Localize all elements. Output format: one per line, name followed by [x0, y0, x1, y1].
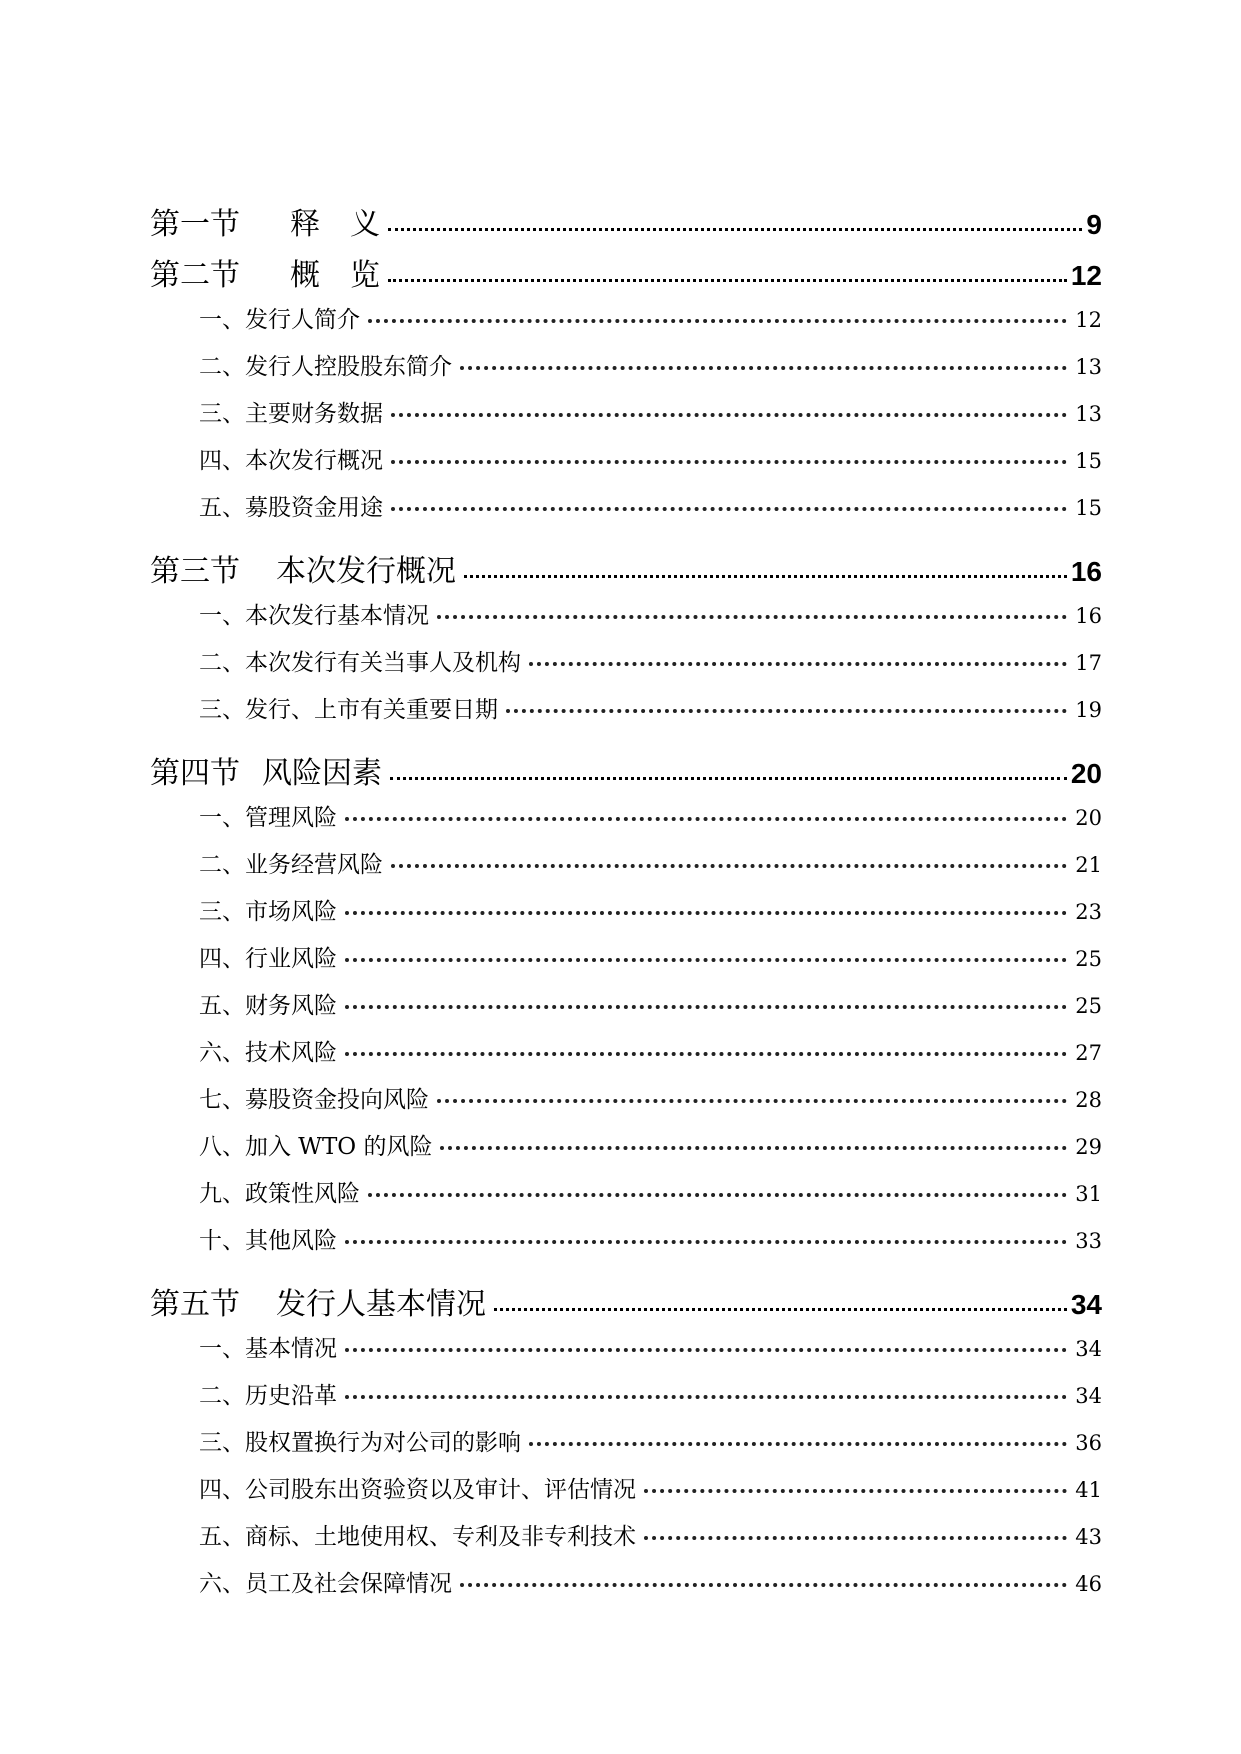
toc-entry-title: 五、商标、土地使用权、专利及非专利技术	[199, 1524, 636, 1550]
toc-page-number: 16	[1075, 604, 1102, 628]
toc-entry-title: 六、员工及社会保障情况	[199, 1571, 452, 1597]
toc-section-number: 第四节	[150, 756, 240, 791]
toc-dot-leader	[644, 1489, 1067, 1493]
toc-dot-leader	[464, 575, 1067, 578]
toc-subsection-entry[interactable]	[150, 799, 1102, 846]
table-of-contents	[150, 199, 1102, 1612]
toc-dot-leader	[460, 366, 1067, 370]
toc-dot-leader	[345, 817, 1067, 821]
toc-page-number: 21	[1075, 853, 1102, 877]
toc-page-number: 16	[1070, 556, 1102, 587]
toc-dot-leader	[368, 319, 1067, 323]
toc-subsection-entry[interactable]	[150, 489, 1102, 536]
toc-dot-leader	[506, 709, 1067, 713]
toc-subsection-entry[interactable]	[150, 940, 1102, 987]
toc-subsection-entry[interactable]	[150, 1128, 1102, 1175]
toc-page-number: 41	[1075, 1478, 1102, 1502]
toc-page-number: 34	[1075, 1337, 1102, 1361]
toc-dot-leader	[345, 958, 1067, 962]
toc-page-number: 36	[1075, 1431, 1102, 1455]
toc-dot-leader	[345, 1240, 1067, 1244]
toc-subsection-entry[interactable]	[150, 1424, 1102, 1471]
toc-entry-title: 八、加入 WTO 的风险	[199, 1134, 433, 1160]
toc-page-number: 31	[1075, 1182, 1102, 1206]
toc-entry-title: 九、政策性风险	[199, 1181, 360, 1207]
toc-dot-leader	[368, 1193, 1067, 1197]
toc-dot-leader	[388, 228, 1082, 231]
toc-dot-leader	[460, 1583, 1067, 1587]
toc-page-number: 15	[1075, 496, 1102, 520]
toc-section-number: 第二节	[150, 258, 240, 293]
toc-dot-leader	[437, 615, 1067, 619]
toc-entry-title: 六、技术风险	[199, 1040, 337, 1066]
toc-entry-title: 本次发行概况	[276, 554, 456, 589]
toc-page-number: 12	[1075, 308, 1102, 332]
toc-page-number: 20	[1070, 758, 1102, 789]
toc-section-number: 第一节	[150, 207, 240, 242]
toc-section-entry[interactable]	[150, 199, 1102, 250]
toc-dot-leader	[391, 413, 1067, 417]
toc-dot-leader	[391, 460, 1067, 464]
toc-section-number: 第三节	[150, 554, 240, 589]
toc-page-number: 15	[1075, 449, 1102, 473]
toc-subsection-entry[interactable]	[150, 442, 1102, 489]
toc-section-entry[interactable]	[150, 1279, 1102, 1330]
toc-page-number: 46	[1075, 1572, 1102, 1596]
toc-subsection-entry[interactable]	[150, 348, 1102, 395]
toc-page-number: 20	[1075, 806, 1102, 830]
toc-page-number: 25	[1075, 994, 1102, 1018]
toc-page-number: 34	[1075, 1384, 1102, 1408]
toc-page-number: 29	[1075, 1135, 1102, 1159]
toc-section-entry[interactable]	[150, 748, 1102, 799]
toc-entry-title: 一、管理风险	[199, 805, 337, 831]
toc-entry-title: 四、行业风险	[199, 946, 337, 972]
toc-subsection-entry[interactable]	[150, 301, 1102, 348]
toc-entry-title: 释 义	[290, 207, 380, 242]
toc-dot-leader	[390, 777, 1067, 780]
toc-dot-leader	[391, 864, 1067, 868]
toc-page-number: 33	[1075, 1229, 1102, 1253]
toc-dot-leader	[437, 1099, 1067, 1103]
toc-entry-title: 概 览	[290, 258, 380, 293]
toc-entry-title: 七、募股资金投向风险	[199, 1087, 429, 1113]
toc-dot-leader	[345, 1395, 1067, 1399]
toc-page-number: 9	[1086, 209, 1102, 240]
toc-section-entry[interactable]	[150, 250, 1102, 301]
toc-page-number: 34	[1070, 1289, 1102, 1320]
toc-page-number: 25	[1075, 947, 1102, 971]
toc-entry-title: 一、本次发行基本情况	[199, 603, 429, 629]
toc-subsection-entry[interactable]	[150, 1034, 1102, 1081]
toc-entry-title: 十、其他风险	[199, 1228, 337, 1254]
toc-entry-title: 二、历史沿革	[199, 1383, 337, 1409]
toc-page-number: 27	[1075, 1041, 1102, 1065]
toc-entry-title: 二、业务经营风险	[199, 852, 383, 878]
toc-page-number: 28	[1075, 1088, 1102, 1112]
toc-dot-leader	[345, 1348, 1067, 1352]
toc-entry-title: 一、基本情况	[199, 1336, 337, 1362]
toc-section-entry[interactable]	[150, 546, 1102, 597]
toc-subsection-entry[interactable]	[150, 691, 1102, 738]
toc-dot-leader	[529, 662, 1067, 666]
toc-entry-title: 发行人基本情况	[276, 1287, 486, 1322]
toc-subsection-entry[interactable]	[150, 1081, 1102, 1128]
toc-dot-leader	[644, 1536, 1067, 1540]
toc-dot-leader	[529, 1442, 1067, 1446]
toc-page-number: 12	[1070, 260, 1102, 291]
toc-subsection-entry[interactable]	[150, 1565, 1102, 1612]
toc-subsection-entry[interactable]	[150, 987, 1102, 1034]
toc-subsection-entry[interactable]	[150, 1518, 1102, 1565]
toc-entry-title: 三、股权置换行为对公司的影响	[199, 1430, 521, 1456]
toc-dot-leader	[440, 1146, 1067, 1150]
toc-page-number: 43	[1075, 1525, 1102, 1549]
toc-entry-title: 四、本次发行概况	[199, 448, 383, 474]
toc-page-number: 13	[1075, 402, 1102, 426]
toc-page-number: 23	[1075, 900, 1102, 924]
toc-page-number: 19	[1075, 698, 1102, 722]
toc-dot-leader	[391, 507, 1067, 511]
toc-entry-title: 二、本次发行有关当事人及机构	[199, 650, 521, 676]
toc-subsection-entry[interactable]	[150, 1222, 1102, 1269]
toc-section-number: 第五节	[150, 1287, 240, 1322]
toc-entry-title: 五、财务风险	[199, 993, 337, 1019]
toc-entry-title: 三、发行、上市有关重要日期	[199, 697, 498, 723]
toc-dot-leader	[388, 279, 1067, 282]
toc-entry-title: 三、市场风险	[199, 899, 337, 925]
toc-subsection-entry[interactable]	[150, 395, 1102, 442]
toc-entry-title: 二、发行人控股股东简介	[199, 354, 452, 380]
toc-subsection-entry[interactable]	[150, 644, 1102, 691]
toc-dot-leader	[345, 1052, 1067, 1056]
toc-subsection-entry[interactable]	[150, 1377, 1102, 1424]
toc-subsection-entry[interactable]	[150, 846, 1102, 893]
toc-subsection-entry[interactable]	[150, 893, 1102, 940]
toc-dot-leader	[345, 911, 1067, 915]
toc-subsection-entry[interactable]	[150, 1175, 1102, 1222]
toc-dot-leader	[345, 1005, 1067, 1009]
toc-page-number: 17	[1075, 651, 1102, 675]
toc-entry-title: 一、发行人简介	[199, 307, 360, 333]
toc-subsection-entry[interactable]	[150, 1471, 1102, 1518]
toc-dot-leader	[494, 1308, 1067, 1311]
toc-entry-title: 三、主要财务数据	[199, 401, 383, 427]
toc-subsection-entry[interactable]	[150, 1330, 1102, 1377]
toc-subsection-entry[interactable]	[150, 597, 1102, 644]
toc-entry-title: 四、公司股东出资验资以及审计、评估情况	[199, 1477, 636, 1503]
toc-entry-title: 五、募股资金用途	[199, 495, 383, 521]
toc-entry-title: 风险因素	[262, 756, 382, 791]
toc-page-number: 13	[1075, 355, 1102, 379]
